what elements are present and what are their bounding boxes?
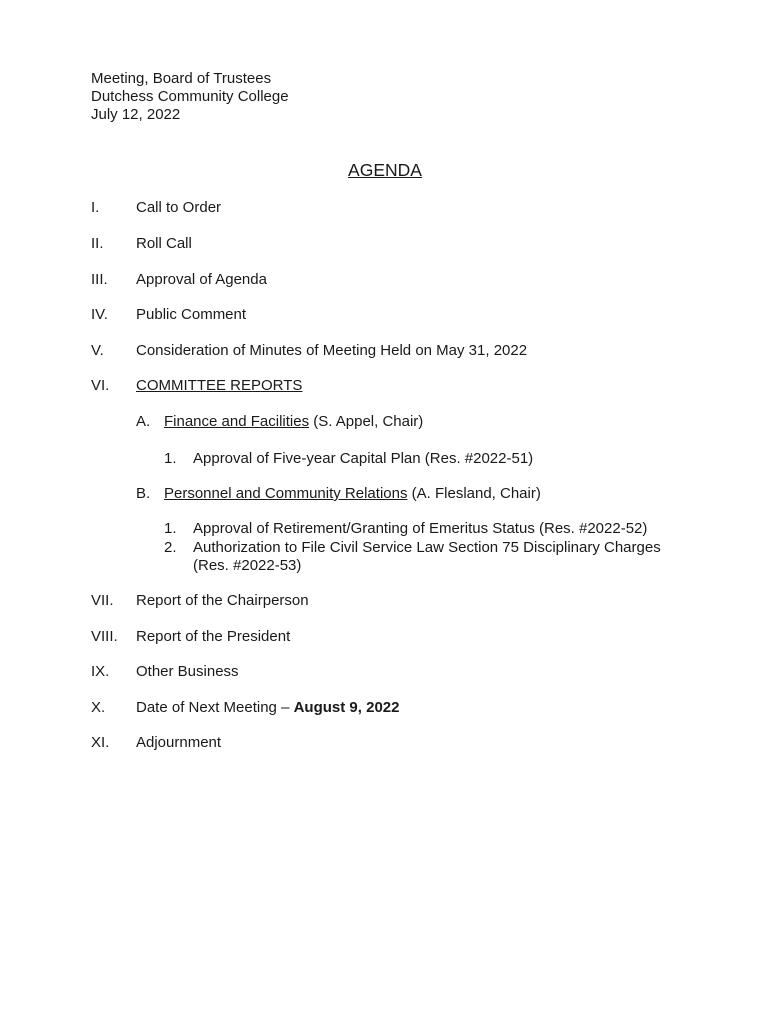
item-number: IV. [91, 306, 108, 323]
item-number: X. [91, 699, 106, 716]
item-text: Approval of Five-year Capital Plan (Res. #2022-51) [193, 450, 534, 467]
item-number: 1. [164, 450, 177, 467]
item-text: COMMITTEE REPORTS [136, 377, 303, 394]
item-number: IX. [91, 663, 110, 680]
item-number: VIII. [91, 628, 118, 645]
meeting-name: Meeting, Board of Trustees [91, 70, 272, 87]
committee-text [164, 485, 541, 502]
item-text: Authorization to File Civil Service Law Section 75 Disciplinary Charges [193, 539, 661, 556]
item-text: Adjournment [136, 734, 222, 751]
meeting-date: July 12, 2022 [91, 106, 181, 123]
item-number: V. [91, 342, 104, 359]
item-text: Public Comment [136, 306, 247, 323]
item-number: I. [91, 199, 100, 216]
committee-chair: (A. Flesland, Chair) [411, 485, 541, 502]
next-meeting-date: August 9, 2022 [293, 699, 400, 716]
item-text: Consideration of Minutes of Meeting Held on May 31, 2022 [136, 342, 528, 359]
institution-name: Dutchess Community College [91, 88, 289, 105]
committee-chair: (S. Appel, Chair) [313, 413, 424, 430]
item-number: VII. [91, 592, 114, 609]
item-text: Report of the President [136, 628, 291, 645]
item-number: 1. [164, 520, 177, 537]
item-number: XI. [91, 734, 110, 751]
item-number: A. [136, 413, 151, 430]
committee-text [164, 413, 423, 430]
committee-name: Finance and Facilities [164, 413, 310, 430]
item-number: B. [136, 485, 151, 502]
item-number: 2. [164, 539, 177, 556]
item-text [136, 699, 399, 716]
item-number: III. [91, 271, 108, 288]
agenda-title: AGENDA [348, 160, 422, 180]
meeting-header [91, 70, 289, 124]
item-text: Call to Order [136, 199, 222, 216]
item-text: Other Business [136, 663, 239, 680]
item-text-continued: (Res. #2022-53) [193, 557, 302, 574]
committee-name: Personnel and Community Relations [164, 485, 408, 502]
next-meeting-label: Date of Next Meeting – [136, 699, 290, 716]
item-number: II. [91, 235, 104, 252]
item-number: VI. [91, 377, 110, 394]
item-text: Roll Call [136, 235, 192, 252]
item-text: Report of the Chairperson [136, 592, 309, 609]
item-text: Approval of Retirement/Granting of Emeritus Status (Res. #2022-52) [193, 520, 648, 537]
item-text: Approval of Agenda [136, 271, 267, 288]
